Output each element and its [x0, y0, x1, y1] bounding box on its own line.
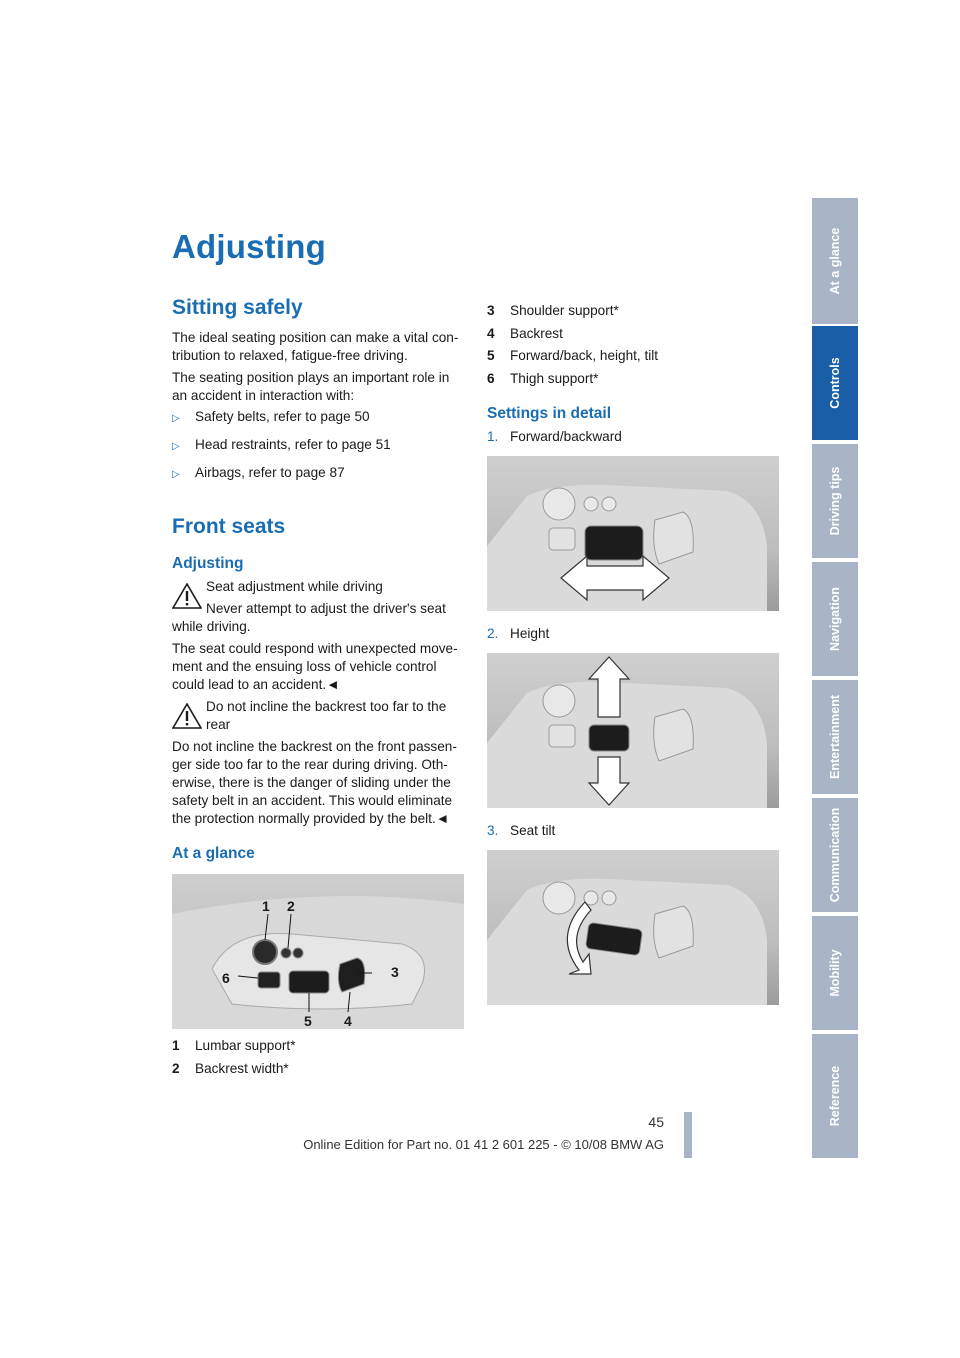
seat-controls-illustration	[172, 874, 464, 1029]
legend-item-backrest-width: 2 Backrest width*	[172, 1061, 289, 1076]
tab-mobility[interactable]: Mobility	[812, 916, 858, 1030]
paragraph-seating-role: The seating position plays an important role in an accident in interaction with:	[172, 370, 450, 403]
callout-label: 6	[222, 970, 230, 986]
footer-edition: Online Edition for Part no. 01 41 2 601 225 - © 10/08 BMW AG	[303, 1137, 664, 1152]
legend-item-thigh: 6 Thigh support*	[487, 371, 599, 386]
section-heading-front-seats: Front seats	[172, 515, 286, 538]
legend-item-lumbar: 1 Lumbar support*	[172, 1038, 296, 1053]
settings-item-forward-backward: 1. Forward/backward	[487, 429, 622, 444]
callout-label: 1	[262, 898, 270, 914]
warning-line: while driving.	[172, 619, 251, 634]
tab-communication[interactable]: Communication	[812, 798, 858, 912]
tab-reference[interactable]: Reference	[812, 1034, 858, 1158]
seat-tilt-illustration	[487, 850, 779, 1005]
height-illustration	[487, 653, 779, 808]
tab-at-a-glance[interactable]: At a glance	[812, 198, 858, 324]
callout-label: 3	[391, 964, 399, 980]
subheading-settings-in-detail: Settings in detail	[487, 405, 612, 422]
seat-tilt-image	[487, 850, 779, 1005]
seat-controls-overview-image	[172, 874, 464, 1029]
callout-label: 2	[287, 898, 295, 914]
tab-driving-tips[interactable]: Driving tips	[812, 444, 858, 558]
legend-item-backrest: 4 Backrest	[487, 326, 563, 341]
height-image	[487, 653, 779, 808]
forward-backward-image	[487, 456, 779, 611]
warning-line: Never attempt to adjust the driver's seat	[206, 601, 446, 616]
section-heading-sitting-safely: Sitting safely	[172, 296, 303, 319]
legend-item-forward-back: 5 Forward/back, height, tilt	[487, 348, 659, 363]
page-number: 45	[648, 1114, 664, 1130]
subheading-adjusting: Adjusting	[172, 555, 244, 572]
forward-backward-illustration	[487, 456, 779, 611]
warning-title-seat-adjustment: Seat adjustment while driving	[206, 579, 383, 594]
footer-bar	[684, 1112, 692, 1158]
page-title: Adjusting	[172, 228, 326, 265]
warning-title-backrest: Do not incline the backrest too far to the rear	[206, 699, 447, 732]
tab-navigation[interactable]: Navigation	[812, 562, 858, 676]
bullet-airbags: ▷ Airbags, refer to page 87	[172, 465, 345, 480]
tab-controls[interactable]: Controls	[812, 326, 858, 440]
warning-line: The seat could respond with unexpected move-	[172, 641, 458, 656]
paragraph-ideal-seating: The ideal seating position can make a vital con- tribution to relaxed, fatigue-free driving.	[172, 330, 459, 363]
warning-icon	[172, 583, 202, 609]
legend-item-shoulder: 3 Shoulder support*	[487, 303, 619, 318]
settings-item-seat-tilt: 3. Seat tilt	[487, 823, 556, 838]
subheading-at-a-glance: At a glance	[172, 845, 255, 862]
callout-label: 5	[304, 1013, 312, 1029]
bullet-head-restraints: ▷ Head restraints, refer to page 51	[172, 437, 391, 452]
tab-entertainment[interactable]: Entertainment	[812, 680, 858, 794]
bullet-safety-belts: ▷ Safety belts, refer to page 50	[172, 409, 370, 424]
warning-line: could lead to an accident.◄	[172, 677, 340, 692]
callout-label: 4	[344, 1013, 352, 1029]
settings-item-height: 2. Height	[487, 626, 550, 641]
warning-icon	[172, 703, 202, 729]
warning-line: ment and the ensuing loss of vehicle control	[172, 659, 437, 674]
warning-body-backrest: Do not incline the backrest on the front passen- ger side too far to the rear during driving. Oth- erwise, there is the danger of sliding under the safety belt in an accident. This would eliminate the protection normally provided by the belt.◄	[172, 739, 457, 826]
